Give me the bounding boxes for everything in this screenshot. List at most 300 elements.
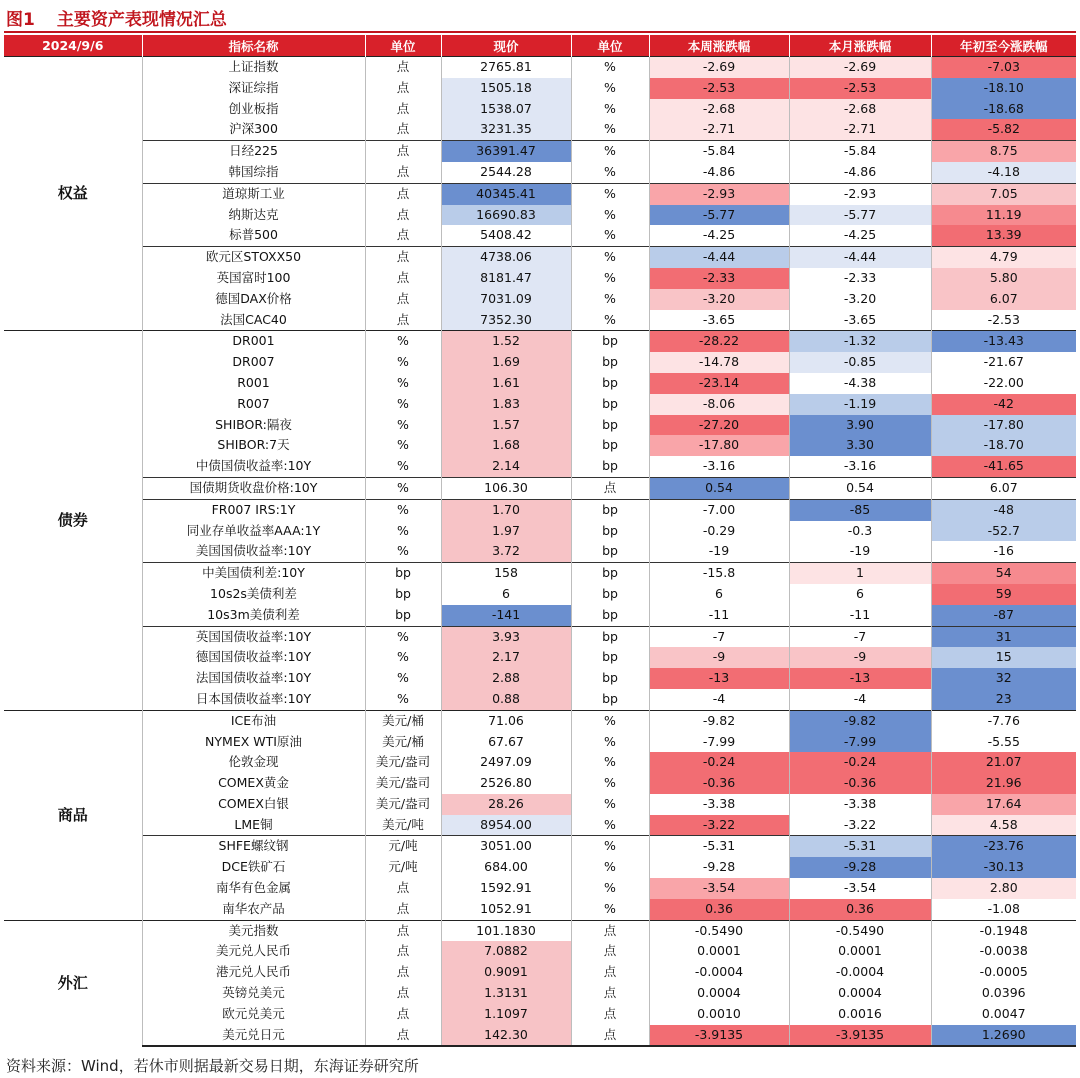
- week-change: -3.9135: [649, 1025, 789, 1047]
- change-unit: bp: [571, 456, 649, 477]
- indicator-name: COMEX白银: [142, 794, 365, 815]
- ytd-change: 21.07: [931, 752, 1076, 773]
- unit: 点: [365, 1025, 441, 1047]
- unit: bp: [365, 563, 441, 584]
- month-change: -4.44: [789, 247, 931, 268]
- month-change: -0.85: [789, 352, 931, 373]
- month-change: -19: [789, 541, 931, 562]
- table-row: [4, 878, 1076, 899]
- change-unit: bp: [571, 415, 649, 436]
- indicator-name: 同业存单收益率AAA:1Y: [142, 521, 365, 542]
- table-row: [4, 435, 1076, 456]
- price: 16690.83: [441, 205, 571, 226]
- change-unit: bp: [571, 605, 649, 626]
- month-change: 6: [789, 584, 931, 605]
- week-change: -2.69: [649, 57, 789, 78]
- month-change: -4.38: [789, 373, 931, 394]
- ytd-change: -41.65: [931, 456, 1076, 477]
- table-row: [4, 1004, 1076, 1025]
- unit: 元/吨: [365, 836, 441, 857]
- price: 106.30: [441, 477, 571, 499]
- unit: 美元/桶: [365, 732, 441, 753]
- table-row: [4, 183, 1076, 204]
- table-row: [4, 456, 1076, 477]
- month-change: -4.25: [789, 225, 931, 246]
- indicator-name: 美元兑日元: [142, 1025, 365, 1047]
- unit: bp: [365, 605, 441, 626]
- indicator-name: COMEX黄金: [142, 773, 365, 794]
- month-change: -5.77: [789, 205, 931, 226]
- unit: 美元/吨: [365, 815, 441, 836]
- table-row: [4, 815, 1076, 836]
- month-change: -3.20: [789, 289, 931, 310]
- indicator-name: ICE布油: [142, 710, 365, 731]
- week-change: -3.38: [649, 794, 789, 815]
- table-row: [4, 205, 1076, 226]
- unit: 点: [365, 225, 441, 246]
- change-unit: %: [571, 141, 649, 162]
- indicator-name: 英国富时100: [142, 268, 365, 289]
- unit: 美元/桶: [365, 710, 441, 731]
- table-row: [4, 857, 1076, 878]
- change-unit: bp: [571, 689, 649, 710]
- table-row: [4, 352, 1076, 373]
- indicator-name: 法国国债收益率:10Y: [142, 668, 365, 689]
- ytd-change: -5.55: [931, 732, 1076, 753]
- change-unit: 点: [571, 477, 649, 499]
- price: 1.69: [441, 352, 571, 373]
- price: 7352.30: [441, 310, 571, 331]
- week-change: -4.86: [649, 162, 789, 183]
- month-change: -0.3: [789, 521, 931, 542]
- change-unit: %: [571, 268, 649, 289]
- change-unit: 点: [571, 1025, 649, 1047]
- price: 158: [441, 563, 571, 584]
- unit: %: [365, 415, 441, 436]
- indicator-name: 英镑兑美元: [142, 983, 365, 1004]
- change-unit: %: [571, 162, 649, 183]
- table-row: [4, 1025, 1076, 1047]
- month-change: -3.16: [789, 456, 931, 477]
- price: 1.1097: [441, 1004, 571, 1025]
- unit: 点: [365, 247, 441, 268]
- month-change: -13: [789, 668, 931, 689]
- price: 3231.35: [441, 119, 571, 140]
- month-change: -9.82: [789, 710, 931, 731]
- week-change: -7: [649, 626, 789, 647]
- table-row: [4, 668, 1076, 689]
- unit: bp: [365, 584, 441, 605]
- unit: 点: [365, 878, 441, 899]
- table-row: [4, 773, 1076, 794]
- unit: 点: [365, 962, 441, 983]
- ytd-change: -1.08: [931, 899, 1076, 920]
- week-change: -7.00: [649, 499, 789, 520]
- month-change: -0.36: [789, 773, 931, 794]
- change-unit: bp: [571, 626, 649, 647]
- ytd-change: 23: [931, 689, 1076, 710]
- ytd-change: 11.19: [931, 205, 1076, 226]
- ytd-change: 0.0396: [931, 983, 1076, 1004]
- indicator-name: 英国国债收益率:10Y: [142, 626, 365, 647]
- unit: 美元/盎司: [365, 752, 441, 773]
- price: 7.0882: [441, 941, 571, 962]
- table-row: [4, 521, 1076, 542]
- ytd-change: -0.0038: [931, 941, 1076, 962]
- month-change: 0.36: [789, 899, 931, 920]
- price: 40345.41: [441, 183, 571, 204]
- month-change: -2.69: [789, 57, 931, 78]
- week-change: -2.93: [649, 183, 789, 204]
- unit: 点: [365, 99, 441, 120]
- table-row: [4, 563, 1076, 584]
- ytd-change: 59: [931, 584, 1076, 605]
- change-unit: %: [571, 247, 649, 268]
- price: 67.67: [441, 732, 571, 753]
- price: 8954.00: [441, 815, 571, 836]
- week-change: -2.71: [649, 119, 789, 140]
- change-unit: %: [571, 857, 649, 878]
- month-change: -5.84: [789, 141, 931, 162]
- price: 8181.47: [441, 268, 571, 289]
- month-change: 3.90: [789, 415, 931, 436]
- price: 71.06: [441, 710, 571, 731]
- change-unit: bp: [571, 331, 649, 352]
- week-change: 0.36: [649, 899, 789, 920]
- change-unit: %: [571, 752, 649, 773]
- month-change: -2.53: [789, 78, 931, 99]
- month-change: -2.33: [789, 268, 931, 289]
- unit: 点: [365, 310, 441, 331]
- indicator-name: DR007: [142, 352, 365, 373]
- category-label: 债券: [4, 331, 142, 710]
- figure-title-text: 主要资产表现情况汇总: [56, 9, 227, 30]
- indicator-name: 美元指数: [142, 920, 365, 941]
- ytd-change: -42: [931, 394, 1076, 415]
- price: 4738.06: [441, 247, 571, 268]
- indicator-name: 10s3m美债利差: [142, 605, 365, 626]
- unit: %: [365, 435, 441, 456]
- indicator-name: NYMEX WTI原油: [142, 732, 365, 753]
- indicator-name: 德国DAX价格: [142, 289, 365, 310]
- change-unit: bp: [571, 435, 649, 456]
- change-unit: 点: [571, 920, 649, 941]
- indicator-name: 道琼斯工业: [142, 183, 365, 204]
- ytd-change: -4.18: [931, 162, 1076, 183]
- unit: 点: [365, 141, 441, 162]
- indicator-name: FR007 IRS:1Y: [142, 499, 365, 520]
- table-row: [4, 331, 1076, 352]
- week-change: -0.36: [649, 773, 789, 794]
- price: 684.00: [441, 857, 571, 878]
- change-unit: %: [571, 310, 649, 331]
- price: 5408.42: [441, 225, 571, 246]
- header-change-unit: 单位: [571, 35, 649, 57]
- ytd-change: -52.7: [931, 521, 1076, 542]
- price: 1052.91: [441, 899, 571, 920]
- price: 1.52: [441, 331, 571, 352]
- week-change: -5.84: [649, 141, 789, 162]
- week-change: -4: [649, 689, 789, 710]
- table-row: [4, 689, 1076, 710]
- week-change: 0.54: [649, 477, 789, 499]
- indicator-name: DR001: [142, 331, 365, 352]
- table-row: [4, 941, 1076, 962]
- change-unit: %: [571, 289, 649, 310]
- month-change: -1.32: [789, 331, 931, 352]
- month-change: -0.0004: [789, 962, 931, 983]
- indicator-name: 伦敦金现: [142, 752, 365, 773]
- month-change: -3.54: [789, 878, 931, 899]
- ytd-change: -7.03: [931, 57, 1076, 78]
- price: 36391.47: [441, 141, 571, 162]
- title-rule: [4, 31, 1076, 33]
- table-row: [4, 99, 1076, 120]
- change-unit: %: [571, 205, 649, 226]
- ytd-change: 32: [931, 668, 1076, 689]
- ytd-change: 6.07: [931, 477, 1076, 499]
- week-change: -5.31: [649, 836, 789, 857]
- ytd-change: -18.10: [931, 78, 1076, 99]
- header-unit: 单位: [365, 35, 441, 57]
- table-row: [4, 268, 1076, 289]
- table-row: [4, 477, 1076, 499]
- change-unit: %: [571, 225, 649, 246]
- change-unit: bp: [571, 584, 649, 605]
- header-price: 现价: [441, 35, 571, 57]
- indicator-name: 纳斯达克: [142, 205, 365, 226]
- unit: %: [365, 668, 441, 689]
- table-row: [4, 119, 1076, 140]
- month-change: -9.28: [789, 857, 931, 878]
- table-row: [4, 794, 1076, 815]
- week-change: -27.20: [649, 415, 789, 436]
- change-unit: %: [571, 732, 649, 753]
- table-row: [4, 962, 1076, 983]
- table-row: [4, 710, 1076, 731]
- ytd-change: -17.80: [931, 415, 1076, 436]
- ytd-change: -0.0005: [931, 962, 1076, 983]
- price: -141: [441, 605, 571, 626]
- indicator-name: 德国国债收益率:10Y: [142, 647, 365, 668]
- unit: %: [365, 689, 441, 710]
- week-change: -2.53: [649, 78, 789, 99]
- category-label: 权益: [4, 57, 142, 331]
- table-row: [4, 394, 1076, 415]
- indicator-name: 沪深300: [142, 119, 365, 140]
- ytd-change: 5.80: [931, 268, 1076, 289]
- unit: %: [365, 331, 441, 352]
- header-ytd-change: 年初至今涨跌幅: [931, 35, 1076, 57]
- change-unit: %: [571, 878, 649, 899]
- table-row: [4, 415, 1076, 436]
- week-change: -2.68: [649, 99, 789, 120]
- table-header: [4, 35, 1076, 57]
- month-change: 0.0001: [789, 941, 931, 962]
- unit: 点: [365, 57, 441, 78]
- month-change: -3.22: [789, 815, 931, 836]
- indicator-name: 创业板指: [142, 99, 365, 120]
- unit: 点: [365, 162, 441, 183]
- change-unit: %: [571, 794, 649, 815]
- month-change: -5.31: [789, 836, 931, 857]
- indicator-name: 国债期货收盘价格:10Y: [142, 477, 365, 499]
- week-change: 0.0001: [649, 941, 789, 962]
- price: 1.68: [441, 435, 571, 456]
- month-change: -3.65: [789, 310, 931, 331]
- change-unit: bp: [571, 352, 649, 373]
- unit: %: [365, 477, 441, 499]
- week-change: -11: [649, 605, 789, 626]
- week-change: -4.25: [649, 225, 789, 246]
- week-change: -15.8: [649, 563, 789, 584]
- unit: 美元/盎司: [365, 794, 441, 815]
- price: 1538.07: [441, 99, 571, 120]
- unit: %: [365, 521, 441, 542]
- indicator-name: 欧元兑美元: [142, 1004, 365, 1025]
- month-change: -7.99: [789, 732, 931, 753]
- month-change: 0.54: [789, 477, 931, 499]
- table-row: [4, 57, 1076, 78]
- unit: %: [365, 373, 441, 394]
- table-row: [4, 499, 1076, 520]
- change-unit: bp: [571, 647, 649, 668]
- change-unit: 点: [571, 1004, 649, 1025]
- table-row: [4, 836, 1076, 857]
- month-change: -3.9135: [789, 1025, 931, 1047]
- indicator-name: 日本国债收益率:10Y: [142, 689, 365, 710]
- price: 2526.80: [441, 773, 571, 794]
- ytd-change: 6.07: [931, 289, 1076, 310]
- table-row: [4, 78, 1076, 99]
- unit: %: [365, 541, 441, 562]
- unit: %: [365, 352, 441, 373]
- price: 3051.00: [441, 836, 571, 857]
- ytd-change: -18.70: [931, 435, 1076, 456]
- week-change: -9.82: [649, 710, 789, 731]
- month-change: -2.68: [789, 99, 931, 120]
- week-change: -13: [649, 668, 789, 689]
- price: 0.9091: [441, 962, 571, 983]
- month-change: -7: [789, 626, 931, 647]
- ytd-change: -7.76: [931, 710, 1076, 731]
- unit: 美元/盎司: [365, 773, 441, 794]
- table-row: [4, 626, 1076, 647]
- week-change: -17.80: [649, 435, 789, 456]
- table-row: [4, 732, 1076, 753]
- price: 1.3131: [441, 983, 571, 1004]
- price: 6: [441, 584, 571, 605]
- unit: 点: [365, 289, 441, 310]
- table-row: [4, 141, 1076, 162]
- figure-title: [6, 4, 227, 30]
- table-row: [4, 899, 1076, 920]
- ytd-change: 2.80: [931, 878, 1076, 899]
- indicator-name: 日经225: [142, 141, 365, 162]
- table-row: [4, 647, 1076, 668]
- unit: 点: [365, 1004, 441, 1025]
- price: 1.83: [441, 394, 571, 415]
- ytd-change: -22.00: [931, 373, 1076, 394]
- unit: 点: [365, 920, 441, 941]
- price: 7031.09: [441, 289, 571, 310]
- month-change: -11: [789, 605, 931, 626]
- indicator-name: SHIBOR:隔夜: [142, 415, 365, 436]
- month-change: -9: [789, 647, 931, 668]
- price: 2.17: [441, 647, 571, 668]
- indicator-name: 深证综指: [142, 78, 365, 99]
- ytd-change: 31: [931, 626, 1076, 647]
- change-unit: %: [571, 710, 649, 731]
- week-change: -4.44: [649, 247, 789, 268]
- indicator-name: 韩国综指: [142, 162, 365, 183]
- change-unit: %: [571, 57, 649, 78]
- price: 142.30: [441, 1025, 571, 1047]
- table-row: [4, 584, 1076, 605]
- week-change: -23.14: [649, 373, 789, 394]
- week-change: -3.20: [649, 289, 789, 310]
- price: 1592.91: [441, 878, 571, 899]
- month-change: -1.19: [789, 394, 931, 415]
- week-change: 0.0010: [649, 1004, 789, 1025]
- ytd-change: 1.2690: [931, 1025, 1076, 1047]
- unit: 元/吨: [365, 857, 441, 878]
- month-change: -4.86: [789, 162, 931, 183]
- change-unit: 点: [571, 983, 649, 1004]
- table-row: [4, 247, 1076, 268]
- indicator-name: 美国国债收益率:10Y: [142, 541, 365, 562]
- unit: 点: [365, 268, 441, 289]
- ytd-change: 8.75: [931, 141, 1076, 162]
- unit: 点: [365, 78, 441, 99]
- category-label: 外汇: [4, 920, 142, 1046]
- indicator-name: 上证指数: [142, 57, 365, 78]
- price: 28.26: [441, 794, 571, 815]
- header-month-change: 本月涨跌幅: [789, 35, 931, 57]
- table-row: [4, 162, 1076, 183]
- ytd-change: 54: [931, 563, 1076, 584]
- indicator-name: 美元兑人民币: [142, 941, 365, 962]
- month-change: -3.38: [789, 794, 931, 815]
- indicator-name: 法国CAC40: [142, 310, 365, 331]
- price: 2765.81: [441, 57, 571, 78]
- week-change: -2.33: [649, 268, 789, 289]
- change-unit: bp: [571, 521, 649, 542]
- change-unit: bp: [571, 394, 649, 415]
- table-row: [4, 289, 1076, 310]
- ytd-change: -0.1948: [931, 920, 1076, 941]
- week-change: -14.78: [649, 352, 789, 373]
- price: 101.1830: [441, 920, 571, 941]
- week-change: 0.0004: [649, 983, 789, 1004]
- indicator-name: 欧元区STOXX50: [142, 247, 365, 268]
- table-row: [4, 983, 1076, 1004]
- ytd-change: 7.05: [931, 183, 1076, 204]
- change-unit: %: [571, 815, 649, 836]
- week-change: -19: [649, 541, 789, 562]
- ytd-change: -23.76: [931, 836, 1076, 857]
- unit: 点: [365, 205, 441, 226]
- change-unit: 点: [571, 962, 649, 983]
- month-change: 0.0016: [789, 1004, 931, 1025]
- change-unit: bp: [571, 541, 649, 562]
- indicator-name: DCE铁矿石: [142, 857, 365, 878]
- indicator-name: R007: [142, 394, 365, 415]
- category-label: 商品: [4, 710, 142, 920]
- change-unit: bp: [571, 499, 649, 520]
- change-unit: %: [571, 899, 649, 920]
- change-unit: bp: [571, 668, 649, 689]
